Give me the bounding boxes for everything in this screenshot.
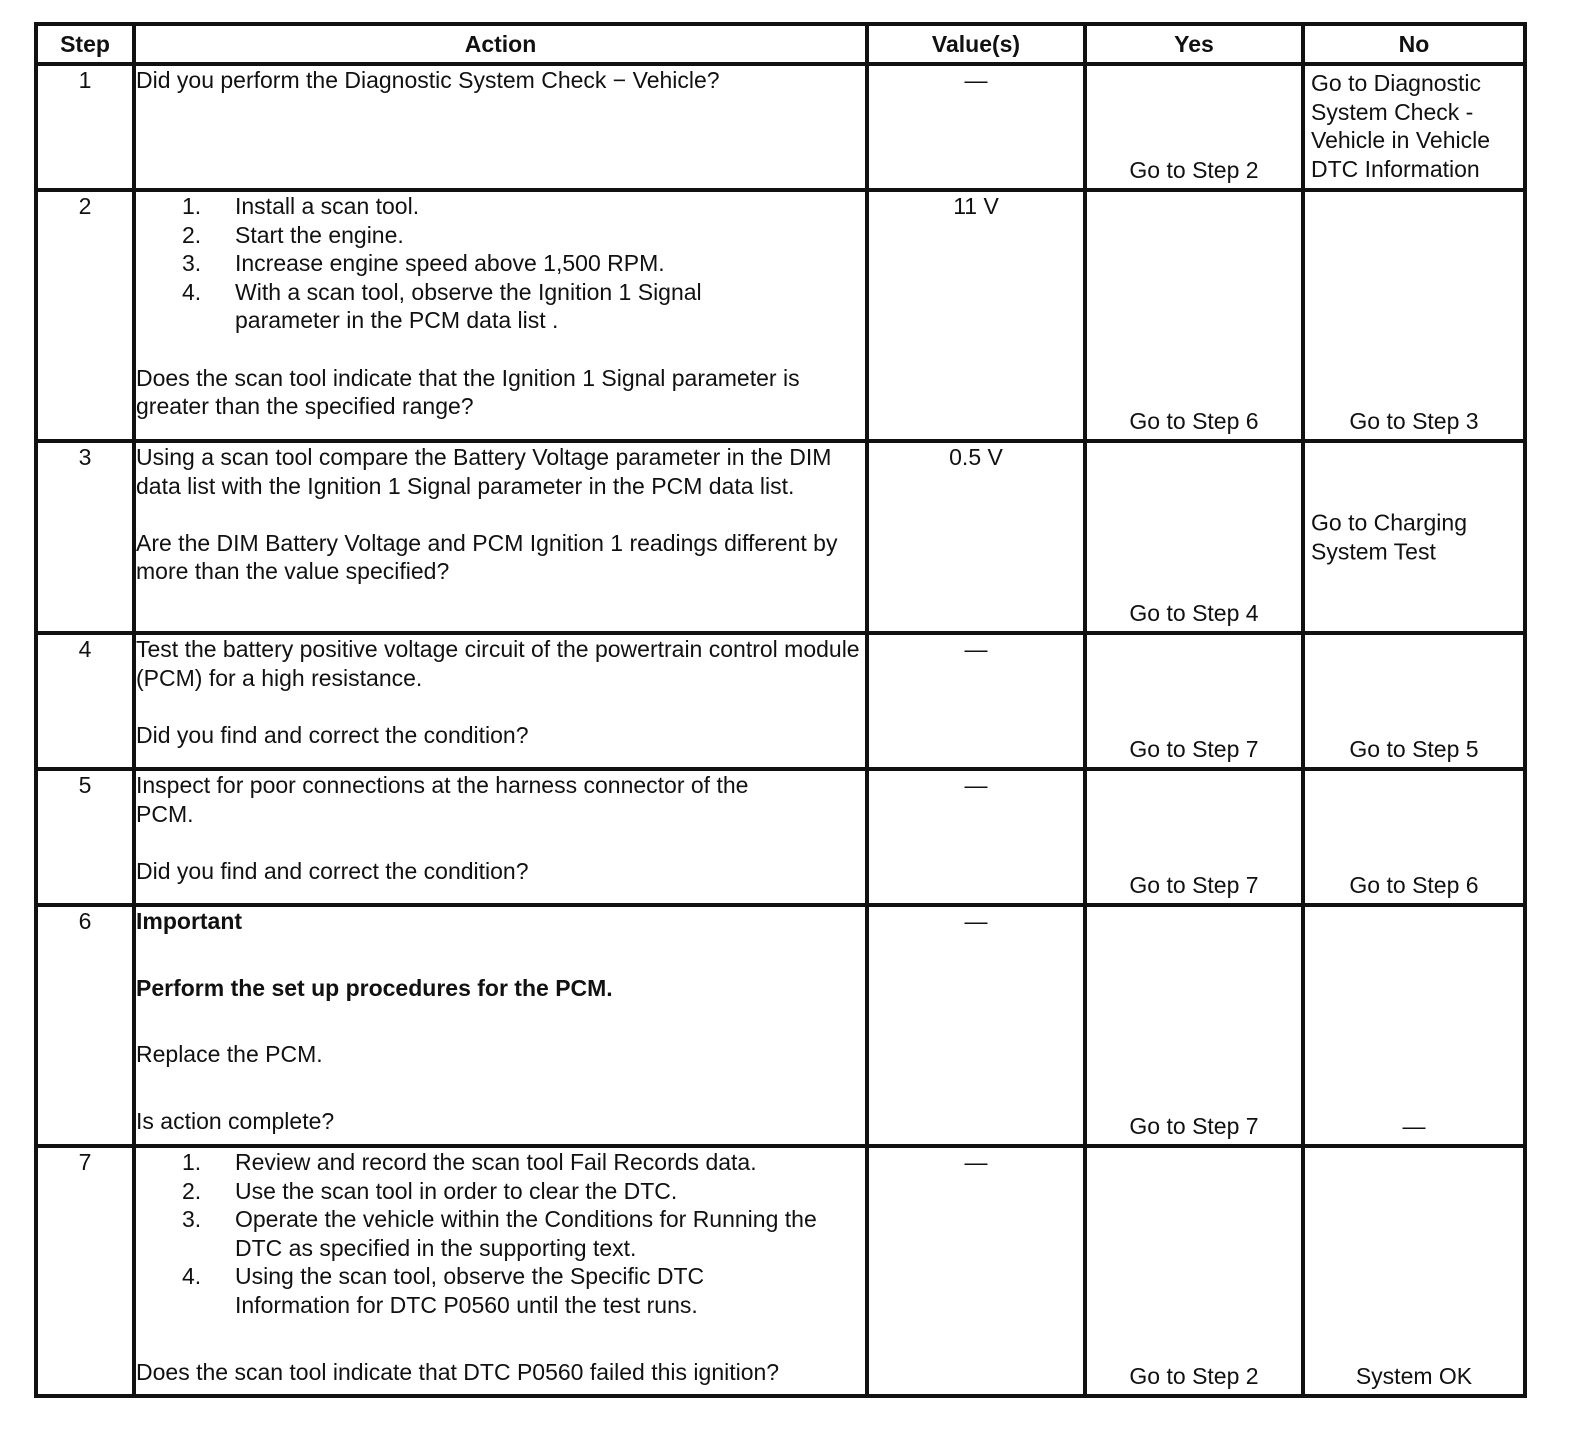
yes-cell [1085,905,1303,1146]
header-step: Step [36,24,134,64]
yes-link[interactable]: Go to Step 7 [1129,736,1259,763]
yes-link[interactable]: Go to Step 2 [1129,1363,1259,1390]
no-value: — [1402,1113,1426,1140]
list-item: 1. Review and record the scan tool Fail Records data. [182,1149,757,1175]
yes-link[interactable]: Go to Step 7 [1129,1113,1259,1140]
header-row [36,24,1525,64]
no-link[interactable]: Go to Step 5 [1349,736,1479,763]
header-values: Value(s) [867,24,1085,64]
yes-cell [1085,64,1303,190]
action-intro: Test the battery positive voltage circuit of the powertrain control module (PCM) for a high resistance. [136,636,860,691]
step-number: 5 [36,769,134,905]
yes-cell [1085,1146,1303,1396]
no-cell [1303,64,1525,190]
step-number: 2 [36,190,134,441]
header-action: Action [134,24,867,64]
no-cell [1303,633,1525,769]
action-cell [134,190,867,441]
table-row [36,633,1525,769]
action-question: Does the scan tool indicate that the Ignition 1 Signal parameter is greater than the specified range? [136,364,800,420]
action-question: Does the scan tool indicate that DTC P0560 failed this ignition? [136,1358,780,1385]
no-link[interactable]: Go to Step 6 [1349,872,1479,899]
action-question: Did you find and correct the condition? [136,857,529,884]
yes-cell [1085,190,1303,441]
yes-cell [1085,633,1303,769]
action-list [136,1148,865,1320]
list-item: 2. Use the scan tool in order to clear the DTC. [182,1177,678,1204]
value-cell: — [867,905,1085,1146]
header-yes: Yes [1085,24,1303,64]
value-cell: — [867,64,1085,190]
no-cell [1303,441,1525,633]
step-number: 6 [36,905,134,1146]
no-cell [1303,769,1525,905]
yes-cell [1085,769,1303,905]
action-cell [134,1146,867,1396]
yes-cell [1085,441,1303,633]
list-item: 4. With a scan tool, observe the Ignition 1 Signal parameter in the PCM data list . [182,278,702,334]
list-item: 1. Install a scan tool. [182,193,420,219]
yes-link[interactable]: Go to Step 7 [1129,872,1259,899]
no-result: System OK [1355,1363,1473,1390]
yes-link[interactable]: Go to Step 2 [1129,157,1259,184]
table-row [36,905,1525,1146]
list-item: 4. Using the scan tool, observe the Specific DTC Information for DTC P0560 until the test runs. [182,1263,705,1318]
table-row [36,190,1525,441]
no-cell [1303,905,1525,1146]
table-row [36,1146,1525,1396]
table-row [36,769,1525,905]
yes-link[interactable]: Go to Step 4 [1129,600,1259,627]
value-cell: — [867,633,1085,769]
action-cell [134,769,867,905]
no-link[interactable]: Go to Charging System Test [1311,509,1467,564]
value-cell: 11 V [867,190,1085,441]
list-item: 3. Increase engine speed above 1,500 RPM. [182,250,665,277]
no-cell [1303,190,1525,441]
table-row [36,64,1525,190]
action-question: Are the DIM Battery Voltage and PCM Ignition 1 readings different by more than the value specified? [136,529,838,585]
table-row [36,441,1525,633]
action-question: Did you perform the Diagnostic System Check − Vehicle? [136,67,720,93]
action-cell [134,441,867,633]
diagnostic-table [34,22,1527,1398]
action-cell [134,633,867,769]
no-cell [1303,1146,1525,1396]
list-item: 3. Operate the vehicle within the Conditions for Running the DTC as specified in the supporting text. [182,1206,817,1261]
action-intro: Using a scan tool compare the Battery Voltage parameter in the DIM data list with the Ignition 1 Signal parameter in the PCM data list. [136,444,832,499]
value-cell: — [867,1146,1085,1396]
important-note: Perform the set up procedures for the PCM. [136,974,613,1001]
step-number: 3 [36,441,134,633]
no-link[interactable]: Go to Step 3 [1349,408,1479,435]
action-list [136,192,865,335]
list-item: 2. Start the engine. [182,221,404,248]
step-number: 1 [36,64,134,190]
value-cell: — [867,769,1085,905]
header-no: No [1303,24,1525,64]
step-number: 4 [36,633,134,769]
action-intro: Inspect for poor connections at the harness connector of the PCM. [136,772,749,827]
action-intro: Replace the PCM. [136,1041,323,1068]
value-cell: 0.5 V [867,441,1085,633]
no-link[interactable]: Go to Diagnostic System Check - Vehicle in Vehicle DTC Information [1311,70,1491,182]
yes-link[interactable]: Go to Step 6 [1129,408,1259,435]
important-heading: Important [136,908,243,934]
action-question: Did you find and correct the condition? [136,721,529,748]
action-question: Is action complete? [136,1107,335,1134]
step-number: 7 [36,1146,134,1396]
action-cell [134,905,867,1146]
action-cell [134,64,867,190]
